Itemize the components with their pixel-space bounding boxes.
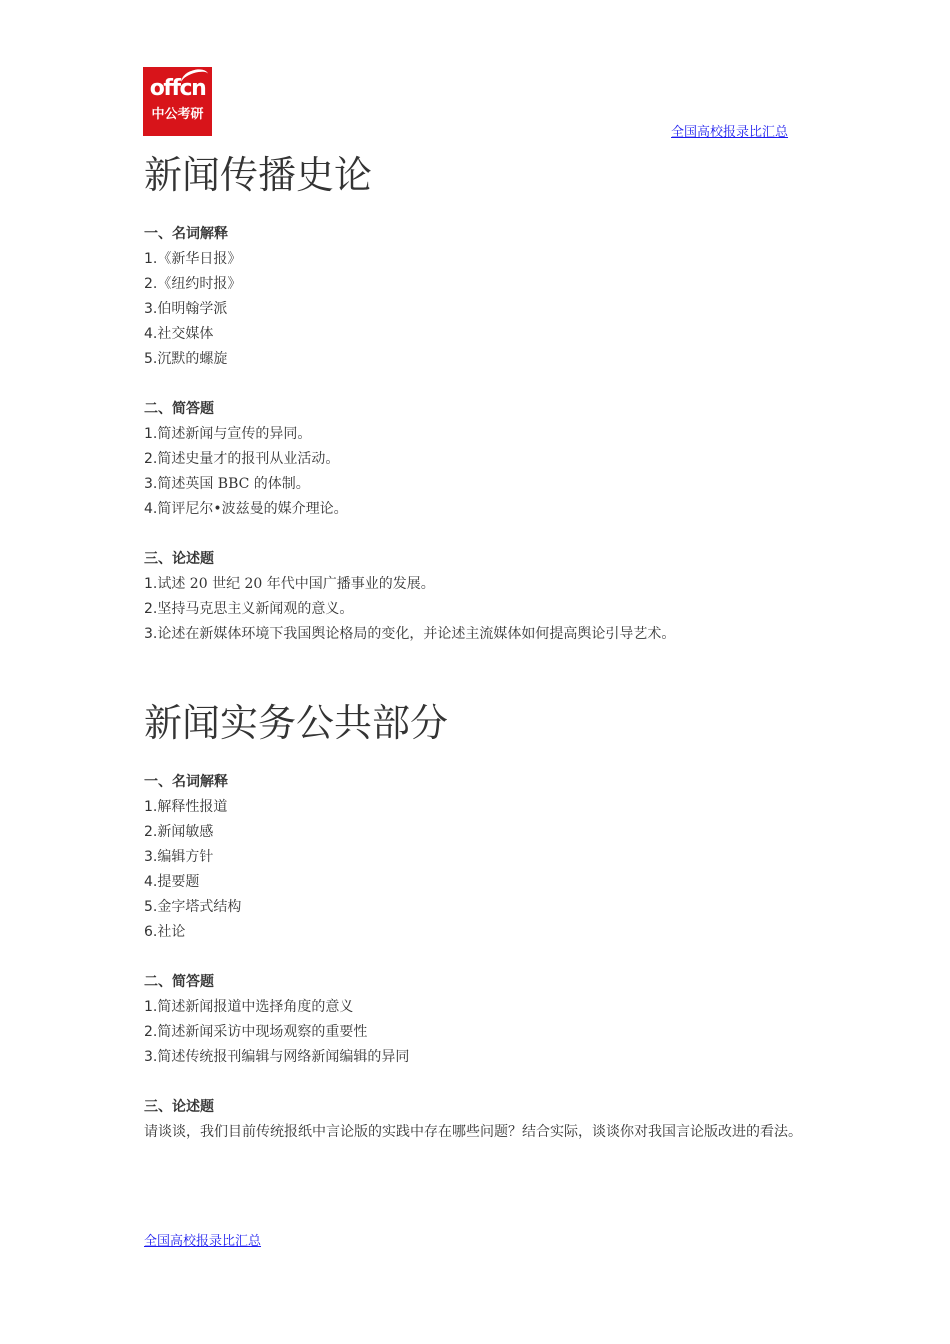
- part-heading: 二、简答题: [144, 401, 214, 417]
- question-number: 2.: [144, 1024, 158, 1040]
- question-text: 试述 20 世纪 20 年代中国广播事业的发展。: [157, 576, 435, 592]
- question-item: [144, 995, 809, 1020]
- question-item: [144, 795, 809, 820]
- question-number: 5.: [144, 899, 158, 915]
- question-text: 伯明翰学派: [157, 301, 228, 317]
- question-number: 1.: [144, 799, 158, 815]
- question-text: 编辑方针: [157, 849, 214, 865]
- question-item: [144, 820, 809, 845]
- question-item: [144, 322, 675, 347]
- question-number: 2.: [144, 601, 158, 617]
- question-text: 坚持马克思主义新闻观的意义。: [157, 601, 354, 617]
- question-text: 《新华日报》: [157, 251, 242, 267]
- question-item: [144, 422, 675, 447]
- question-text: 论述在新媒体环境下我国舆论格局的变化，并论述主流媒体如何提高舆论引导艺术。: [157, 626, 676, 642]
- section-history-theory: [144, 150, 675, 647]
- question-item: [144, 447, 675, 472]
- question-number: 1.: [144, 251, 158, 267]
- part-heading: 三、论述题: [144, 1099, 214, 1115]
- question-number: 3.: [144, 1049, 158, 1065]
- question-list: [144, 572, 675, 647]
- question-item: [144, 597, 675, 622]
- question-number: 4.: [144, 874, 158, 890]
- part-heading: 二、简答题: [144, 974, 214, 990]
- question-number: 2.: [144, 276, 158, 292]
- question-list: [144, 422, 675, 522]
- essay-question-text: 请谈谈，我们目前传统报纸中言论版的实践中存在哪些问题？结合实际，谈谈你对我国言论版改进的看法。: [144, 1124, 802, 1140]
- question-text: 简述新闻采访中现场观察的重要性: [157, 1024, 368, 1040]
- logo-text-en: offcn: [149, 76, 206, 101]
- question-number: 3.: [144, 849, 158, 865]
- question-text: 新闻敏感: [157, 824, 214, 840]
- question-text: 简述新闻报道中选择角度的意义: [157, 999, 354, 1015]
- question-number: 3.: [144, 301, 158, 317]
- part-heading: 一、名词解释: [144, 226, 228, 242]
- question-item: [144, 272, 675, 297]
- question-text: 《纽约时报》: [157, 276, 242, 292]
- question-text: 解释性报道: [157, 799, 228, 815]
- question-text: 简述史量才的报刊从业活动。: [157, 451, 340, 467]
- question-list: [144, 795, 809, 945]
- question-number: 3.: [144, 626, 158, 642]
- question-item: [144, 870, 809, 895]
- section-title: 新闻实务公共部分: [144, 701, 449, 745]
- question-text: 简述传统报刊编辑与网络新闻编辑的异同: [157, 1049, 410, 1065]
- question-list: [144, 995, 809, 1070]
- question-number: 4.: [144, 326, 158, 342]
- question-number: 2.: [144, 824, 158, 840]
- bottom-link-admission-ratio[interactable]: 全国高校报录比汇总: [144, 1234, 262, 1249]
- logo-text-cn: 中公考研: [151, 107, 204, 122]
- question-number: 1.: [144, 426, 158, 442]
- question-number: 5.: [144, 351, 158, 367]
- question-number: 1.: [144, 999, 158, 1015]
- question-item: [144, 895, 809, 920]
- question-number: 4.: [144, 501, 158, 517]
- offcn-logo: [143, 67, 212, 136]
- question-item: [144, 1020, 809, 1045]
- question-text: 提要题: [157, 874, 200, 890]
- question-list: [144, 247, 675, 372]
- part-heading: 三、论述题: [144, 551, 214, 567]
- part-heading: 一、名词解释: [144, 774, 228, 790]
- question-item: [144, 845, 809, 870]
- section-practice-common: [144, 698, 809, 1145]
- question-item: [144, 1045, 809, 1070]
- question-item: [144, 247, 675, 272]
- question-text: 金字塔式结构: [157, 899, 242, 915]
- question-item: [144, 497, 675, 522]
- question-item: [144, 347, 675, 372]
- top-link-admission-ratio[interactable]: 全国高校报录比汇总: [671, 125, 789, 140]
- question-text: 社论: [157, 924, 186, 940]
- question-number: 1.: [144, 576, 158, 592]
- question-item: [144, 622, 675, 647]
- question-item: [144, 472, 675, 497]
- question-text: 社交媒体: [157, 326, 214, 342]
- question-number: 3.: [144, 476, 158, 492]
- question-item: [144, 920, 809, 945]
- section-title: 新闻传播史论: [144, 153, 373, 197]
- question-text: 简评尼尔•波兹曼的媒介理论。: [157, 501, 348, 517]
- question-text: 简述新闻与宣传的异同。: [157, 426, 312, 442]
- question-text: 沉默的螺旋: [157, 351, 228, 367]
- question-number: 2.: [144, 451, 158, 467]
- question-item: [144, 572, 675, 597]
- question-number: 6.: [144, 924, 158, 940]
- question-text: 简述英国 BBC 的体制。: [157, 476, 310, 492]
- question-item: [144, 297, 675, 322]
